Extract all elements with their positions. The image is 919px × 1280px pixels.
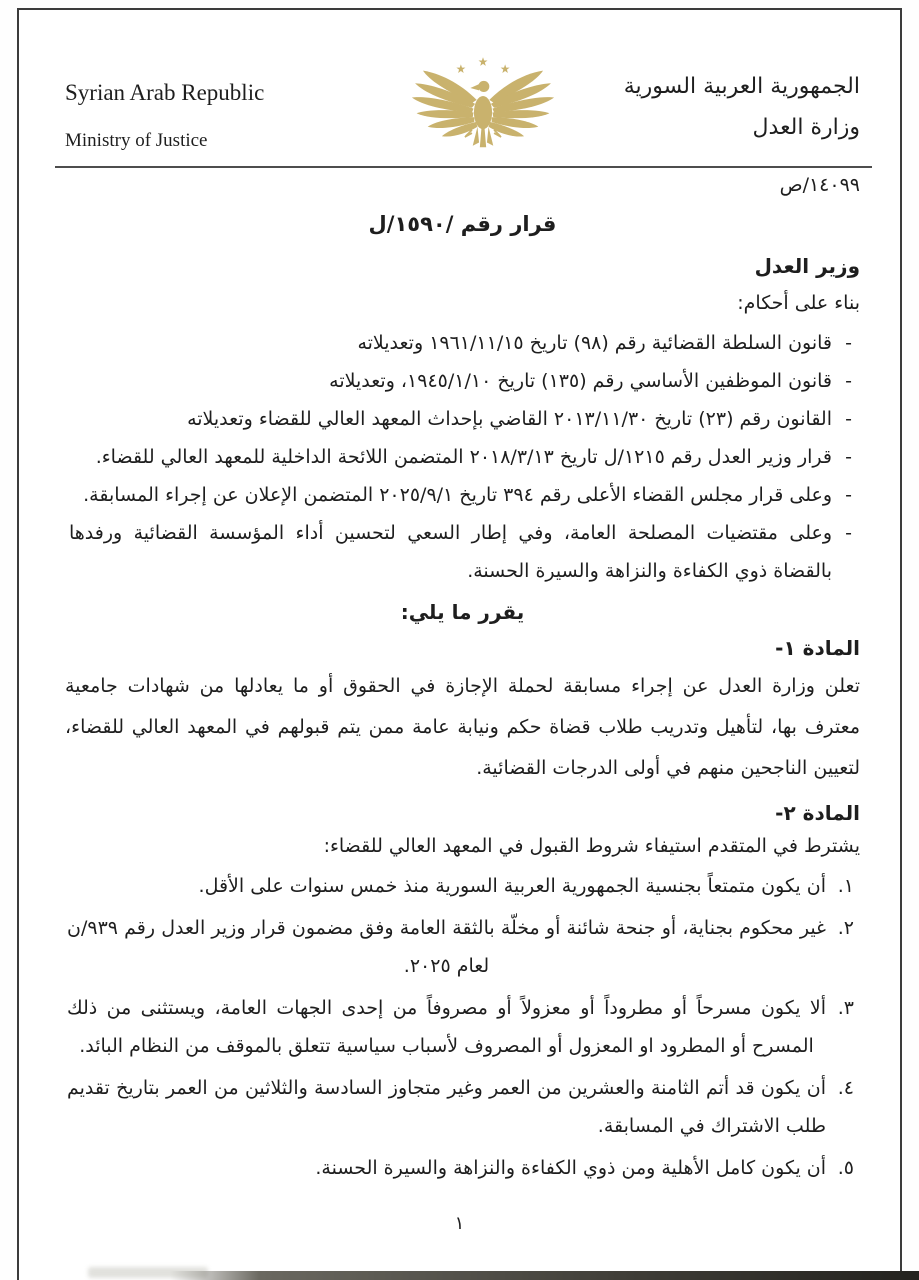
dash-marker: - bbox=[845, 370, 852, 392]
eagle-right-wing bbox=[488, 71, 554, 137]
letterhead-english bbox=[65, 50, 345, 152]
basis-item bbox=[65, 514, 852, 590]
condition-item bbox=[65, 909, 854, 985]
conditions-list bbox=[65, 867, 860, 1187]
basis-item-text: وعلى قرار مجلس القضاء الأعلى رقم ٣٩٤ تاريخ ٢٠٢٥/٩/١ المتضمن الإعلان عن إجراء المسابقة. bbox=[83, 484, 832, 506]
dash-marker: - bbox=[845, 408, 852, 430]
condition-text: ألا يكون مسرحاً أو مطروداً أو معزولاً أو مصروفاً من إحدى الجهات العامة، ويستثنى من ذلك المسرح أو المطرود او المعزول أو المصروف لأسباب سياسية تتعلق بالموقف من النظام البائد. bbox=[67, 997, 826, 1057]
condition-number: ٥. bbox=[837, 1157, 854, 1179]
eagle-tail bbox=[472, 127, 493, 148]
condition-number: ٤. bbox=[837, 1077, 854, 1099]
condition-number: ٣. bbox=[837, 997, 854, 1019]
condition-number: ١. bbox=[837, 875, 854, 897]
dash-marker: - bbox=[845, 332, 852, 354]
condition-text: أن يكون متمتعاً بجنسية الجمهورية العربية السورية منذ خمس سنوات على الأقل. bbox=[198, 875, 826, 897]
dash-marker: - bbox=[845, 522, 852, 544]
basis-item-text: قانون الموظفين الأساسي رقم (١٣٥) تاريخ ١٩٤٥/١/١٠، وتعديلاته bbox=[329, 370, 832, 392]
page-border-frame bbox=[17, 8, 902, 1280]
basis-item-text: القانون رقم (٢٣) تاريخ ٢٠١٣/١١/٣٠ القاضي بإحداث المعهد العالي للقضاء وتعديلاته bbox=[187, 408, 832, 430]
decision-heading: يقرر ما يلي: bbox=[400, 600, 525, 624]
page-number: ١ bbox=[454, 1213, 465, 1234]
article-1-body: تعلن وزارة العدل عن إجراء مسابقة لحملة الإجازة في الحقوق أو ما يعادلها من شهادات جامعية معترف بها، لتأهيل وتدريب طلاب قضاة حكم ونيابة عامة ممن يتم قبولهم في المعهد العالي للقضاء، لتعيين الناجحين منهم في أولى الدرجات القضائية. bbox=[65, 675, 860, 779]
basis-intro: بناء على أحكام: bbox=[737, 292, 860, 314]
condition-item bbox=[65, 867, 854, 905]
country-name-en: Syrian Arab Republic bbox=[65, 80, 265, 105]
article-2-intro: يشترط في المتقدم استيفاء شروط القبول في المعهد العالي للقضاء: bbox=[323, 835, 860, 857]
ministry-name-en: Ministry of Justice bbox=[65, 130, 208, 151]
condition-text: غير محكوم بجناية، أو جنحة شائنة أو مخلّة بالثقة العامة وفق مضمون قرار وزير العدل رقم ٩٣٩/ن لعام ٢٠٢٥. bbox=[67, 917, 826, 977]
letterhead-arabic bbox=[620, 50, 860, 140]
star-icon bbox=[456, 64, 465, 73]
national-emblem bbox=[345, 50, 620, 162]
article-1-heading: المادة ١- bbox=[775, 636, 860, 660]
letterhead bbox=[65, 50, 860, 162]
ministry-name-ar: وزارة العدل bbox=[752, 115, 860, 140]
article-2-heading: المادة ٢- bbox=[775, 801, 860, 825]
eagle-left-wing bbox=[411, 71, 477, 137]
basis-item-text: وعلى مقتضيات المصلحة العامة، وفي إطار السعي لتحسين أداء المؤسسة القضائية ورفدها بالقضاة ذوي الكفاءة والنزاهة والسيرة الحسنة. bbox=[69, 522, 832, 582]
condition-item bbox=[65, 989, 854, 1065]
country-name-ar: الجمهورية العربية السورية bbox=[623, 74, 860, 99]
condition-item bbox=[65, 1149, 854, 1187]
basis-item bbox=[65, 400, 852, 438]
basis-item bbox=[65, 362, 852, 400]
condition-text: أن يكون كامل الأهلية ومن ذوي الكفاءة والنزاهة والسيرة الحسنة. bbox=[315, 1157, 826, 1179]
eagle-emblem-group bbox=[411, 57, 553, 147]
decision-title: قرار رقم /١٥٩٠/ل bbox=[368, 212, 557, 236]
basis-item-text: قرار وزير العدل رقم ١٢١٥/ل تاريخ ٢٠١٨/٣/١٣ المتضمن اللائحة الداخلية للمعهد العالي للقضاء. bbox=[95, 446, 832, 468]
condition-text: أن يكون قد أتم الثامنة والعشرين من العمر وغير متجاوز السادسة والثلاثين من العمر بتاريخ تقديم طلب الاشتراك في المسابقة. bbox=[67, 1077, 826, 1137]
basis-item bbox=[65, 324, 852, 362]
dash-marker: - bbox=[845, 484, 852, 506]
condition-item bbox=[65, 1069, 854, 1145]
basis-list bbox=[65, 324, 860, 590]
basis-item-text: قانون السلطة القضائية رقم (٩٨) تاريخ ١٩٦١/١١/١٥ وتعديلاته bbox=[357, 332, 832, 354]
header-divider bbox=[55, 166, 872, 168]
condition-number: ٢. bbox=[837, 917, 854, 939]
star-icon bbox=[500, 64, 509, 73]
eagle-emblem-icon bbox=[404, 52, 562, 162]
reference-number: ١٤٠٩٩/ص bbox=[779, 174, 860, 196]
scan-edge-artifact bbox=[170, 1271, 919, 1280]
basis-item bbox=[65, 438, 852, 476]
dash-marker: - bbox=[845, 446, 852, 468]
star-icon bbox=[478, 57, 487, 66]
basis-item bbox=[65, 476, 852, 514]
issuer-title: وزير العدل bbox=[754, 254, 860, 278]
